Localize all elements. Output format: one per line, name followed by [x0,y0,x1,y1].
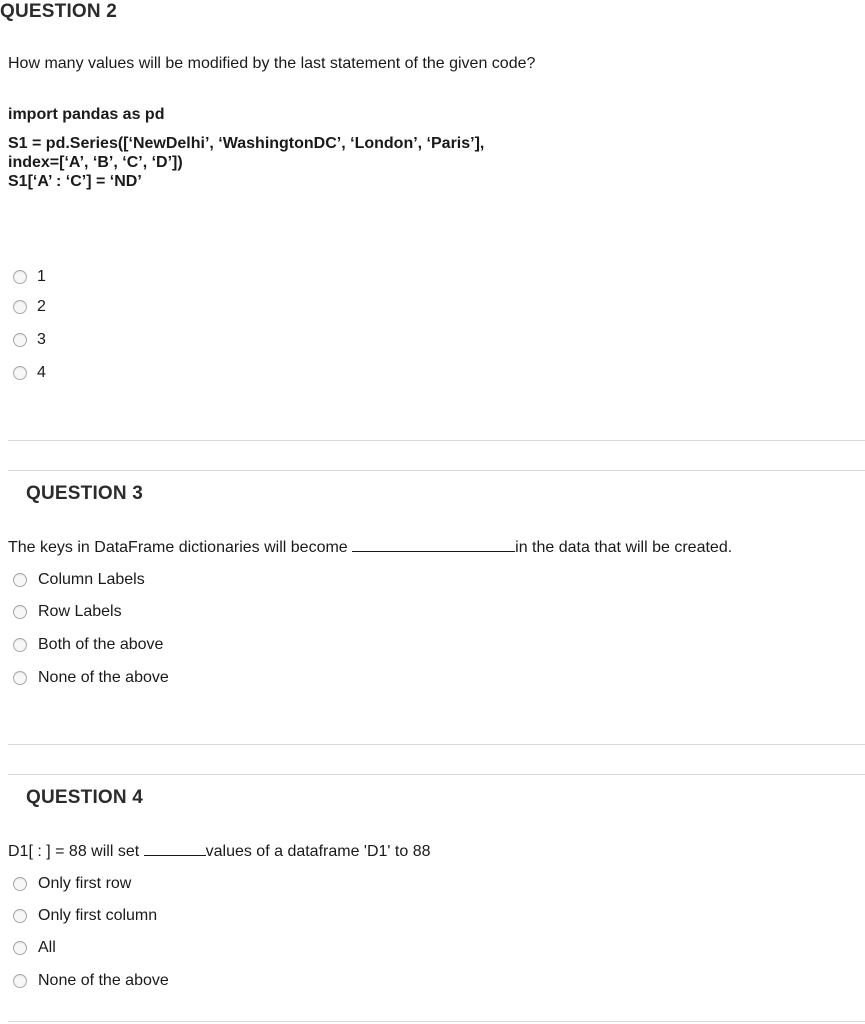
prompt-text-after: values of a dataframe 'D1' to 88 [205,843,431,860]
option-label: 4 [37,364,46,381]
divider [8,440,865,441]
q4-option-all[interactable] [13,937,56,959]
radio-button[interactable] [13,300,27,314]
code-line-2: S1 = pd.Series([‘NewDelhi’, ‘WashingtonDC’, ‘London’, ‘Paris’], [8,135,485,152]
question-3-heading: QUESTION 3 [26,483,144,504]
option-label: Column Labels [38,571,145,588]
q4-option-none[interactable] [13,970,169,992]
prompt-text-before: D1[ : ] = 88 will set [8,843,144,860]
question-4-prompt [8,841,431,861]
radio-button[interactable] [13,270,27,284]
q3-option-none[interactable] [13,667,169,689]
q3-option-column-labels[interactable] [13,569,145,591]
code-line-1: import pandas as pd [8,106,165,123]
answer-blank [144,841,206,856]
q2-option-2[interactable] [13,296,46,318]
q3-option-both[interactable] [13,634,163,656]
radio-button[interactable] [13,877,27,891]
option-label: All [38,939,56,956]
option-label: Only first row [38,875,132,892]
radio-button[interactable] [13,941,27,955]
q4-option-first-column[interactable] [13,905,157,927]
question-4-heading: QUESTION 4 [26,787,144,808]
radio-button[interactable] [13,638,27,652]
q2-option-1[interactable] [13,266,46,288]
option-label: None of the above [38,669,169,686]
radio-button[interactable] [13,605,27,619]
radio-button[interactable] [13,974,27,988]
question-3-prompt [8,537,732,557]
radio-button[interactable] [13,366,27,380]
radio-button[interactable] [13,333,27,347]
prompt-text-after: in the data that will be created. [515,539,733,556]
q3-option-row-labels[interactable] [13,601,122,623]
question-2-prompt: How many values will be modified by the last statement of the given code? [8,55,536,72]
radio-button[interactable] [13,909,27,923]
option-label: Both of the above [38,636,164,653]
option-label: None of the above [38,972,169,989]
divider [8,774,865,775]
option-label: 1 [37,268,46,285]
radio-button[interactable] [13,671,27,685]
radio-button[interactable] [13,573,27,587]
option-label: 3 [37,331,46,348]
option-label: 2 [37,298,46,315]
code-line-3: index=[‘A’, ‘B’, ‘C’, ‘D’]) [8,154,183,171]
question-2-heading: QUESTION 2 [0,1,118,22]
divider [8,744,865,745]
code-line-4: S1[‘A’ : ‘C’] = ‘ND’ [8,173,142,190]
q4-option-first-row[interactable] [13,873,131,895]
divider [8,1021,865,1022]
prompt-text-before: The keys in DataFrame dictionaries will become [8,539,353,556]
q2-option-4[interactable] [13,362,46,384]
answer-blank [352,537,515,552]
q2-option-3[interactable] [13,329,46,351]
option-label: Only first column [38,907,158,924]
option-label: Row Labels [38,603,122,620]
divider [8,470,865,471]
